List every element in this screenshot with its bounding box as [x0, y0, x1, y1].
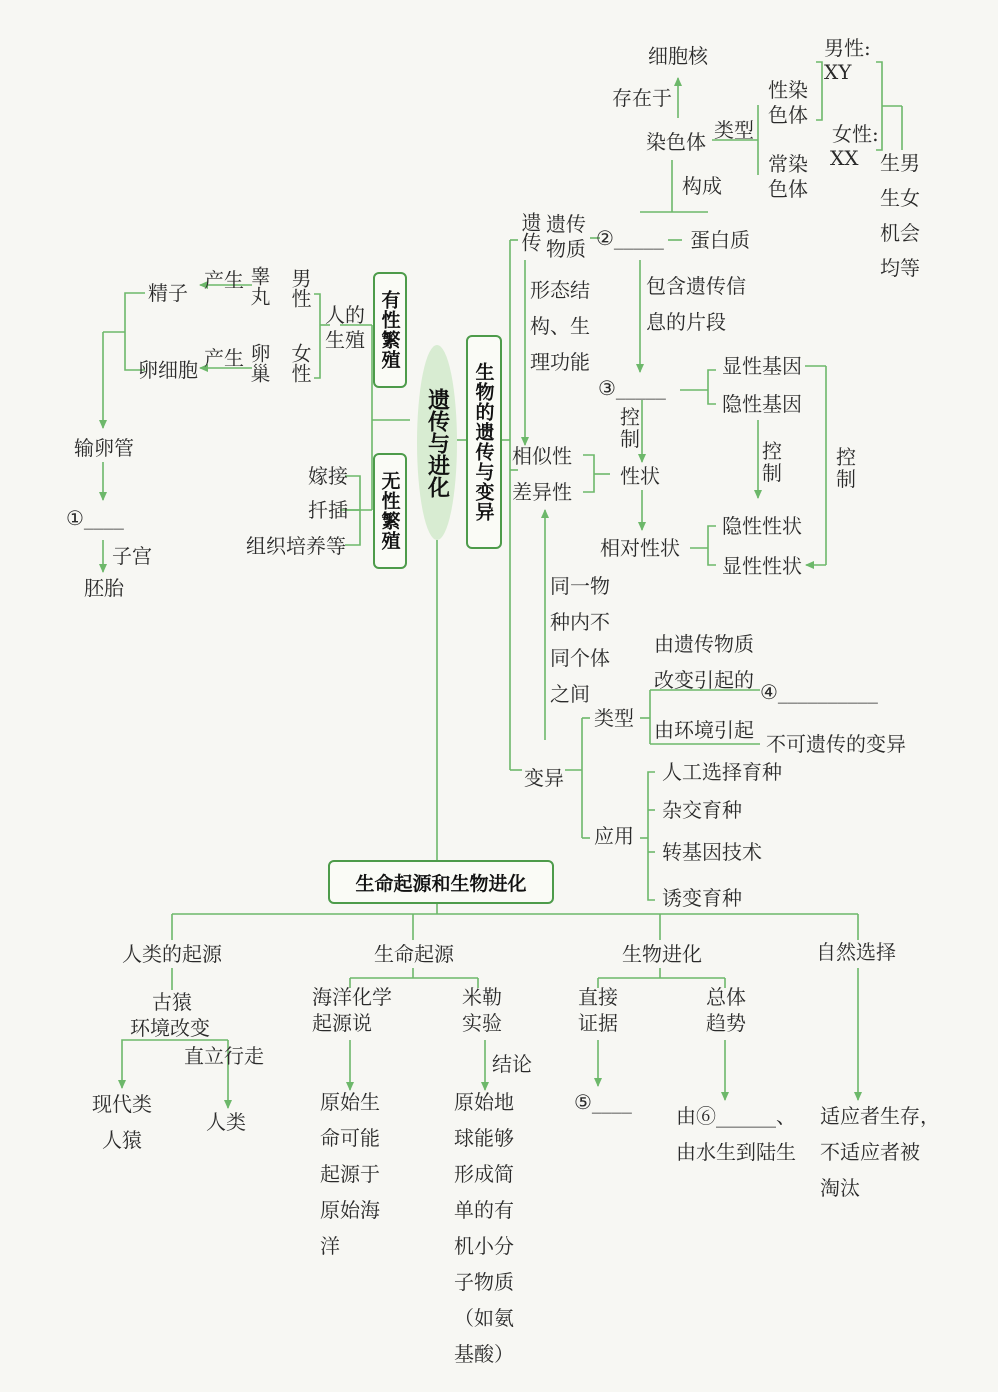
transgenic: 转基因技术	[662, 840, 762, 864]
control-1: 控 制	[620, 405, 640, 451]
dominant-gene: 显性基因	[722, 354, 802, 378]
human-origin: 人类的起源	[122, 942, 222, 966]
equal-chance: 生男 生女 机会 均等	[880, 151, 920, 280]
heredity-vertical: 遗传	[518, 212, 542, 252]
direct-evidence: 直接 证据	[578, 985, 618, 1035]
sexual-reproduction-label: 有性繁殖	[378, 290, 401, 370]
produce-1: 产生	[204, 268, 244, 292]
miller-experiment: 米勒 实验	[462, 985, 502, 1035]
control-2: 控 制	[762, 439, 782, 485]
environment-change: 环境改变	[130, 1016, 210, 1040]
difference: 差异性	[512, 480, 572, 504]
relative-trait: 相对性状	[600, 536, 680, 560]
type-label: 类型	[714, 118, 754, 142]
tissue-culture: 组织培养等	[246, 534, 346, 558]
life-origin-evolution-label: 生命起源和生物进化	[355, 872, 527, 895]
life-origin: 生命起源	[374, 942, 454, 966]
trait: 性状	[620, 464, 660, 488]
exist-in: 存在于	[612, 86, 672, 110]
asexual-reproduction-box	[373, 453, 407, 569]
sperm: 精子	[148, 281, 188, 305]
chromosome: 染色体	[646, 130, 706, 154]
artificial-selection: 人工选择育种	[662, 760, 782, 784]
life-origin-evolution-box	[328, 860, 554, 904]
asexual-reproduction-label: 无性繁殖	[378, 471, 401, 551]
miller-result-text: 原始地 球能够 形成简 单的有 机小分 子物质 （如氨 基酸）	[454, 1090, 514, 1366]
male: 男性	[288, 268, 312, 308]
natural-selection: 自然选择	[816, 940, 896, 964]
trend-text: 由⑥______、 由水生到陆生	[676, 1104, 796, 1164]
produce-2: 产生	[204, 346, 244, 370]
human-reproduction: 人的 生殖	[325, 303, 365, 352]
mutagenic-breeding: 诱变育种	[662, 886, 742, 910]
heredity-variation-box	[466, 335, 502, 549]
center-topic	[417, 345, 457, 540]
testis: 睾丸	[247, 266, 271, 306]
ocean-origin-text: 原始生 命可能 起源于 原始海 洋	[320, 1090, 380, 1258]
control-3: 控 制	[836, 445, 856, 491]
similarity: 相似性	[512, 444, 572, 468]
compose: 构成	[682, 174, 722, 198]
cutting: 扦插	[308, 498, 348, 522]
autosome: 常染 色体	[768, 152, 808, 201]
blank-5: ⑤____	[574, 1090, 632, 1114]
morphology-function: 形态结 构、生 理功能	[530, 278, 590, 374]
application: 应用	[594, 824, 634, 848]
male-xy: XY	[824, 60, 852, 84]
female: 女性	[288, 343, 312, 383]
by-genetic-material: 由遗传物质 改变引起的	[654, 632, 754, 692]
female-label: 女性:	[832, 122, 879, 146]
recessive-gene: 隐性基因	[722, 392, 802, 416]
egg-cell: 卵细胞	[138, 358, 198, 382]
grafting: 嫁接	[308, 464, 348, 488]
uterus: 子宫	[112, 544, 152, 568]
sex-chromosome: 性染 色体	[768, 78, 808, 127]
non-heritable-variation: 不可遗传的变异	[766, 732, 906, 756]
biological-evolution: 生物进化	[622, 942, 702, 966]
dominant-trait: 显性性状	[722, 554, 802, 578]
overall-trend: 总体 趋势	[706, 985, 746, 1035]
human: 人类	[206, 1110, 246, 1134]
ovary: 卵巢	[247, 343, 271, 383]
sexual-reproduction-box	[373, 272, 407, 388]
genetic-material: 遗传 物质	[546, 212, 586, 261]
by-environment: 由环境引起	[654, 718, 754, 742]
variation: 变异	[524, 766, 564, 790]
contains-genetic-info: 包含遗传信 息的片段	[646, 274, 746, 334]
conclusion: 结论	[492, 1052, 532, 1076]
recessive-trait: 隐性性状	[722, 514, 802, 538]
center-topic-label: 遗传与进化	[424, 387, 450, 498]
blank-4: ④__________	[760, 680, 878, 704]
blank-2: ②_____	[596, 226, 664, 250]
nucleus: 细胞核	[648, 44, 708, 68]
hybrid-breeding: 杂交育种	[662, 798, 742, 822]
ocean-chemical-theory: 海洋化学 起源说	[312, 985, 392, 1035]
female-xx: XX	[830, 146, 859, 170]
variation-type: 类型	[594, 706, 634, 730]
upright-walking: 直立行走	[184, 1044, 264, 1068]
embryo: 胚胎	[84, 576, 124, 600]
ancient-ape: 古猿	[152, 990, 192, 1014]
oviduct: 输卵管	[74, 436, 134, 460]
blank-3: ③_____	[598, 376, 666, 400]
heredity-variation-label: 生物的遗传与变异	[472, 362, 495, 522]
protein: 蛋白质	[690, 228, 750, 252]
male-label: 男性:	[824, 36, 871, 60]
modern-ape: 现代类 人猿	[92, 1092, 152, 1152]
survival-of-fittest: 适应者生存， 不适应者被 淘汰	[820, 1104, 940, 1200]
same-species-individuals: 同一物 种内不 同个体 之间	[550, 574, 610, 706]
blank-1: ①____	[66, 506, 124, 530]
